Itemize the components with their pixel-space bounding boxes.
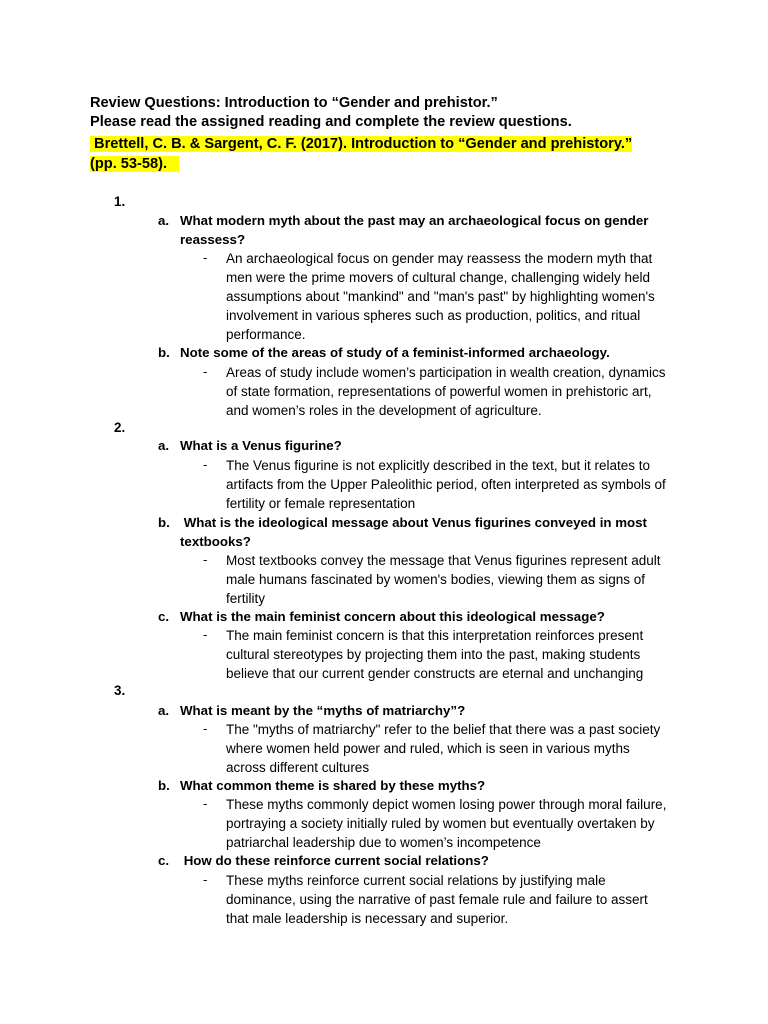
question-label: c. — [158, 609, 170, 624]
question-label: a. — [158, 703, 170, 718]
question-3c — [158, 852, 678, 871]
citation-highlight-1: Brettell, C. B. & Sargent, C. F. (2017). Introduction to “Gender and prehistory.” — [90, 136, 633, 152]
answer-line: dominance, using the narrative of past female rule and failure to assert — [226, 892, 648, 907]
answer-dash: - — [203, 552, 208, 567]
question-label: b. — [158, 345, 170, 360]
answer-line: where women held power and ruled, which is seen in various myths — [226, 741, 630, 756]
answer-line: The main feminist concern is that this interpretation reinforces present — [226, 628, 644, 643]
answer-line: and women’s roles in the development of agriculture. — [226, 403, 542, 418]
question-text-line: What common theme is shared by these myths? — [180, 778, 486, 793]
answer-line: Areas of study include women’s participation in wealth creation, dynamics — [226, 365, 666, 380]
instructions-line: Please read the assigned reading and complete the review questions. — [90, 114, 572, 130]
citation-line-2 — [90, 155, 179, 174]
answer-dash: - — [203, 457, 208, 472]
question-text-line: What modern myth about the past may an archaeological focus on gender — [180, 213, 649, 228]
question-text-line: What is meant by the “myths of matriarchy”? — [180, 703, 466, 718]
answer-1a — [226, 249, 681, 344]
answer-line: assumptions about "mankind" and "man's past" by highlighting women's — [226, 289, 655, 304]
answer-line: The Venus figurine is not explicitly described in the text, but it relates to — [226, 458, 650, 473]
answer-line: patriarchal leadership due to women’s incompetence — [226, 835, 541, 850]
answer-dash: - — [203, 721, 208, 736]
answer-line: These myths commonly depict women losing power through moral failure, — [226, 797, 667, 812]
question-text-line: What is a Venus figurine? — [180, 438, 342, 453]
answer-dash: - — [203, 796, 208, 811]
question-label: b. — [158, 515, 170, 530]
answer-line: These myths reinforce current social relations by justifying male — [226, 873, 606, 888]
section-number-2: 2. — [114, 420, 126, 435]
question-2a — [158, 437, 678, 456]
question-text-line: How do these reinforce current social relations? — [180, 853, 489, 868]
question-label: a. — [158, 438, 170, 453]
answer-3c — [226, 871, 681, 928]
citation-highlight-2: (pp. 53-58). — [90, 156, 180, 172]
answer-line: artifacts from the Upper Paleolithic period, often interpreted as symbols of — [226, 477, 666, 492]
answer-line: that male leadership is necessary and superior. — [226, 911, 509, 926]
question-label: b. — [158, 778, 170, 793]
answer-line: involvement in various spheres such as production, politics, and ritual — [226, 308, 641, 323]
answer-line: fertility — [226, 591, 266, 606]
answer-line: cultural stereotypes by projecting them into the past, making students — [226, 647, 641, 662]
answer-line: of state formation, representations of powerful women in prehistoric art, — [226, 384, 652, 399]
question-text-line: Note some of the areas of study of a feminist-informed archaeology. — [180, 345, 610, 360]
question-3a — [158, 702, 678, 721]
answer-2b — [226, 551, 681, 608]
answer-line: male humans fascinated by women's bodies, viewing them as signs of — [226, 572, 646, 587]
question-1b — [158, 344, 678, 363]
answer-dash: - — [203, 250, 208, 265]
question-text-line: What is the ideological message about Venus figurines conveyed in most — [180, 515, 647, 530]
question-2c — [158, 608, 678, 627]
answer-line: fertility or female representation — [226, 496, 416, 511]
question-text-line: textbooks? — [180, 533, 251, 549]
answer-2a — [226, 456, 681, 513]
question-label: c. — [158, 853, 170, 868]
answer-line: believe that our current gender constructs are eternal and unchanging — [226, 666, 644, 681]
citation-line-1 — [90, 135, 632, 154]
question-3b — [158, 777, 678, 796]
answer-line: across different cultures — [226, 760, 370, 775]
answer-3a — [226, 720, 681, 777]
answer-3b — [226, 795, 681, 852]
answer-line: Most textbooks convey the message that Venus figurines represent adult — [226, 553, 661, 568]
question-text-line: What is the main feminist concern about this ideological message? — [180, 609, 605, 624]
answer-line: An archaeological focus on gender may reassess the modern myth that — [226, 251, 653, 266]
section-number-3: 3. — [114, 683, 126, 698]
question-2b — [158, 514, 678, 551]
answer-1b — [226, 363, 681, 420]
section-number-1: 1. — [114, 194, 126, 209]
document-title: Review Questions: Introduction to “Gender and prehistor.” — [90, 95, 498, 111]
answer-dash: - — [203, 627, 208, 642]
question-label: a. — [158, 213, 170, 228]
answer-2c — [226, 626, 681, 683]
answer-line: men were the prime movers of cultural change, challenging widely held — [226, 270, 650, 285]
answer-dash: - — [203, 364, 208, 379]
answer-line: The "myths of matriarchy" refer to the belief that there was a past society — [226, 722, 661, 737]
answer-dash: - — [203, 872, 208, 887]
question-text-line: reassess? — [180, 231, 246, 247]
answer-line: performance. — [226, 327, 306, 342]
answer-line: portraying a society initially ruled by women but eventually overtaken by — [226, 816, 655, 831]
question-1a — [158, 212, 678, 249]
